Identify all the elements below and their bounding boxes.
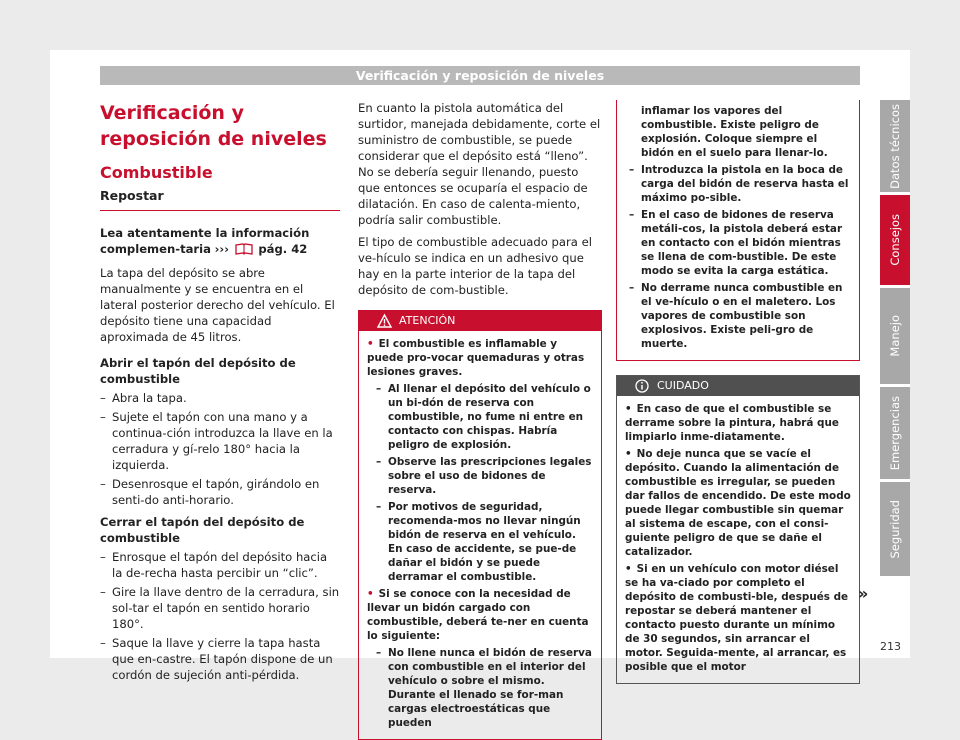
open-cap-steps	[100, 390, 340, 508]
list-item: – Observe las prescripciones legales sobre el uso de bidones de reserva.	[376, 455, 593, 497]
intro-page-link[interactable]: pág. 42	[258, 242, 308, 256]
bullet-text: • En caso de que el combustible se derrame sobre la pintura, habrá que limpiarlo inme-diatamente.	[625, 402, 851, 444]
intro-bold-text: Lea atentamente la información complemen-taria	[100, 226, 310, 256]
tab-consejos[interactable]	[880, 195, 910, 285]
tab-label: Manejo	[888, 315, 902, 357]
warning-bullets	[367, 337, 593, 730]
caution-body	[617, 396, 859, 683]
caution-box	[616, 375, 860, 684]
bullet-text: • Si se conoce con la necesidad de llevar un bidón cargado con combustible, deberá te-ner en cuenta lo siguiente:	[367, 587, 593, 643]
section-title: Combustible	[100, 163, 213, 182]
warning-header	[359, 311, 601, 331]
list-item: – Sujete el tapón con una mano y a continua-ción introduzca la llave en la cerradura y gí-relo 180° hacia la izquierda.	[100, 409, 340, 473]
list-item: – No llene nunca el bidón de reserva con combustible en el interior del vehículo o sobre el mismo. Durante el llenado se for-man cargas electroestáticas que pueden	[376, 646, 593, 730]
list-item: – Saque la llave y cierre la tapa hasta que en-castre. El tapón dispone de un cordón de sujeción anti-pérdida.	[100, 635, 340, 683]
list-item	[625, 447, 851, 559]
running-header: Verificación y reposición de niveles	[100, 66, 860, 85]
column-2	[358, 100, 602, 740]
warning-box	[358, 310, 602, 740]
open-cap-heading: Abrir el tapón del depósito de combustible	[100, 356, 296, 386]
subsection-title: Repostar	[100, 188, 340, 211]
close-cap-heading: Cerrar el tapón del depósito de combustible	[100, 515, 305, 545]
list-item: – Introduzca la pistola en la boca de carga del bidón de reserva hasta el máximo po-sible.	[629, 163, 851, 205]
list-item: – Al llenar el depósito del vehículo o un bi-dón de reserva con combustible, no fume ni entre en contacto con chispas. Habría peligro de explosión.	[376, 382, 593, 452]
list-item	[367, 337, 593, 584]
page-title: Verificación y reposición de niveles	[100, 102, 327, 150]
list-item: – No derrame nunca combustible en el ve-hículo o en el maletero. Los vapores de combustible son explosivos. Existe peli-gro de muerte.	[629, 281, 851, 351]
list-item: – Gire la llave dentro de la cerradura, sin sol-tar el tapón en sentido horario 180°.	[100, 584, 340, 632]
sub-list	[367, 646, 593, 730]
book-reference-icon	[235, 243, 253, 259]
column-3	[616, 100, 860, 684]
continued-text: inflamar los vapores del combustible. Existe peligro de explosión. Coloque siempre el bidón en el suelo para llenar-lo.	[641, 105, 828, 159]
paragraph: En cuanto la pistola automática del surtidor, manejada debidamente, corte el suministro de combustible, se puede considerar que el depósito está “lleno”. No se debería seguir llenando, puesto que entonces se ocuparía el espacio de dilatación. En caso de calenta-miento, podría salir combustible.	[358, 101, 601, 227]
caution-header	[617, 376, 859, 396]
tab-label: Emergencias	[888, 395, 902, 471]
list-item	[625, 562, 851, 674]
list-item: – Desenrosque el tapón, girándolo en senti-do anti-horario.	[100, 476, 340, 508]
warning-body	[359, 331, 601, 739]
sub-list	[367, 382, 593, 584]
list-item: – Por motivos de seguridad, recomenda-mos no llevar ningún bidón de reserva en el vehículo. En caso de accidente, se pue-de dañar el bidón y se puede derramar el combustible.	[376, 500, 593, 584]
intro-arrows: ›››	[214, 242, 229, 256]
list-item	[625, 402, 851, 444]
tab-emergencias[interactable]	[880, 387, 910, 479]
list-item: – Enrosque el tapón del depósito hacia la de-recha hasta percibir un “clic”.	[100, 549, 340, 581]
page-number: 213	[880, 640, 901, 653]
caution-bullets	[625, 402, 851, 674]
intro-reference	[100, 225, 340, 259]
warning-label: ATENCIÓN	[399, 314, 456, 327]
list-item: – En el caso de bidones de reserva metáli-cos, la pistola deberá estar en contacto con el bidón mientras se llena de com-bustible. De este modo se evita la carga estática.	[629, 208, 851, 278]
info-circle-icon	[635, 379, 649, 393]
list-item: – Abra la tapa.	[100, 390, 340, 406]
list-item	[367, 587, 593, 730]
bullet-text: • No deje nunca que se vacíe el depósito. Cuando la alimentación de combustible es irregular, se pueden dar fallos de encendido. De este modo puede llegar combustible sin quemar al sistema de escape, con el consi-guiente peligro de que se dañe el catalizador.	[625, 447, 851, 559]
column-1	[100, 100, 340, 689]
tab-label: Consejos	[888, 214, 902, 266]
bullet-text: • Si en un vehículo con motor diésel se ha va-ciado por completo el depósito de combusti-ble, después de repostar se deberá mantener el contacto puesto durante un mínimo de 30 segundos, sin arrancar el motor. Seguida-mente, al arrancar, es posible que el motor	[625, 562, 851, 674]
continue-arrow-icon: »	[858, 584, 869, 603]
side-tab-nav	[880, 100, 910, 579]
tab-seguridad[interactable]	[880, 482, 910, 576]
paragraph: La tapa del depósito se abre manualmente y se encuentra en el lateral posterior derecho del vehículo. El depósito tiene una capacidad aproximada de 45 litros.	[100, 266, 335, 344]
tab-label: Seguridad	[888, 499, 902, 559]
sub-list	[625, 163, 851, 351]
caution-label: CUIDADO	[657, 379, 709, 392]
paragraph: El tipo de combustible adecuado para el ve-hículo se indica en un adhesivo que hay en la parte interior de la tapa del depósito de com-bustible.	[358, 235, 592, 297]
close-cap-steps	[100, 549, 340, 683]
warning-box-continued	[616, 100, 860, 361]
tab-datos-tecnicos[interactable]	[880, 100, 910, 192]
warning-triangle-icon	[377, 314, 392, 328]
tab-label: Datos técnicos	[888, 103, 902, 189]
tab-manejo[interactable]	[880, 288, 910, 384]
bullet-text: • El combustible es inflamable y puede pro-vocar quemaduras y otras lesiones graves.	[367, 337, 593, 379]
